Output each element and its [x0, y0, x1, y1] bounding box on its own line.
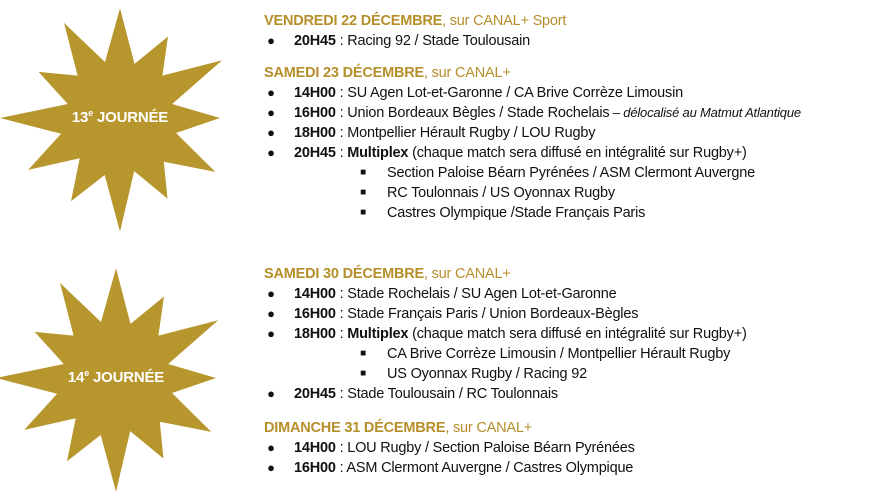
- round-13-schedule: [264, 11, 801, 223]
- square-bullet-icon: ■: [360, 368, 366, 379]
- bullet-icon: ●: [267, 125, 275, 140]
- day-heading: VENDREDI 22 DÉCEMBRE, sur CANAL+ Sport: [264, 13, 567, 29]
- match-row: ● 20H45 : Racing 92 / Stade Toulousain: [264, 31, 566, 51]
- round-14-label: 14e JOURNÉE: [67, 368, 165, 386]
- day-heading: SAMEDI 23 DÉCEMBRE, sur CANAL+: [264, 65, 511, 81]
- day-heading: DIMANCHE 31 DÉCEMBRE, sur CANAL+: [264, 420, 532, 436]
- bullet-icon: ●: [267, 386, 275, 401]
- bullet-icon: ●: [267, 145, 275, 160]
- match-row: ● 20H45 : Stade Toulousain / RC Toulonnais: [264, 384, 532, 404]
- multiplex-match-row: ■ Castres Olympique /Stade Français Paris: [264, 203, 566, 223]
- match-row: ● 14H00 : LOU Rugby / Section Paloise Béarn Pyrénées: [264, 438, 532, 458]
- bullet-icon: ●: [267, 33, 275, 48]
- match-row: ● 16H00 : Stade Français Paris / Union Bordeaux-Bègles: [264, 304, 532, 324]
- round-13-badge: [0, 0, 240, 240]
- match-row: ● 18H00 : Multiplex (chaque match sera diffusé en intégralité sur Rugby+): [264, 324, 532, 344]
- multiplex-match-row: ■ RC Toulonnais / US Oyonnax Rugby: [264, 183, 566, 203]
- match-row: ● 14H00 : Stade Rochelais / SU Agen Lot-et-Garonne: [264, 284, 532, 304]
- round-14-schedule: [264, 264, 747, 478]
- round-14-badge: [0, 260, 236, 500]
- bullet-icon: ●: [267, 440, 275, 455]
- round-13-label: 13e JOURNÉE: [71, 108, 169, 126]
- multiplex-match-row: ■ CA Brive Corrèze Limousin / Montpellier Hérault Rugby: [264, 344, 532, 364]
- square-bullet-icon: ■: [360, 167, 366, 178]
- match-row: ● 20H45 : Multiplex (chaque match sera diffusé en intégralité sur Rugby+): [264, 143, 566, 163]
- match-row: ● 16H00 : ASM Clermont Auvergne / Castres Olympique: [264, 458, 532, 478]
- square-bullet-icon: ■: [360, 348, 366, 359]
- bullet-icon: ●: [267, 460, 275, 475]
- bullet-icon: ●: [267, 306, 275, 321]
- bullet-icon: ●: [267, 105, 275, 120]
- multiplex-match-row: ■ Section Paloise Béarn Pyrénées / ASM Clermont Auvergne: [264, 163, 566, 183]
- square-bullet-icon: ■: [360, 187, 366, 198]
- bullet-icon: ●: [267, 85, 275, 100]
- bullet-icon: ●: [267, 326, 275, 341]
- match-row: ● 14H00 : SU Agen Lot-et-Garonne / CA Brive Corrèze Limousin: [264, 83, 566, 103]
- match-row: ● 16H00 : Union Bordeaux Bègles / Stade Rochelais – délocalisé au Matmut Atlantique: [264, 103, 566, 123]
- day-heading: SAMEDI 30 DÉCEMBRE, sur CANAL+: [264, 266, 511, 282]
- match-row: ● 18H00 : Montpellier Hérault Rugby / LOU Rugby: [264, 123, 566, 143]
- multiplex-match-row: ■ US Oyonnax Rugby / Racing 92: [264, 364, 532, 384]
- bullet-icon: ●: [267, 286, 275, 301]
- square-bullet-icon: ■: [360, 207, 366, 218]
